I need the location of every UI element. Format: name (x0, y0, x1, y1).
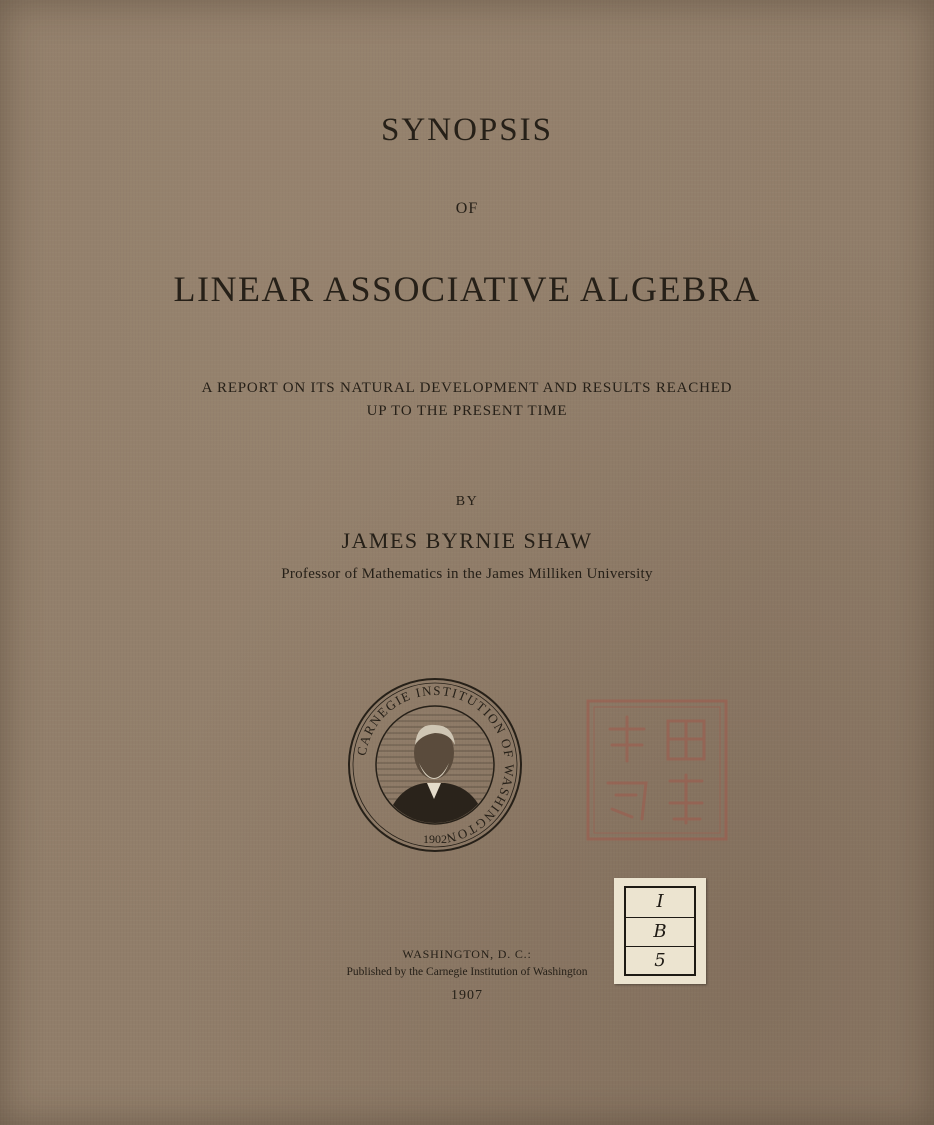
cover-subtitle: LINEAR ASSOCIATIVE ALGEBRA (173, 269, 761, 309)
shelf-label-line: 5 (654, 950, 666, 972)
publication-year: 1907 (451, 988, 483, 1003)
report-line-2: UP TO THE PRESENT TIME (366, 403, 568, 419)
shelf-label-line: I (626, 888, 694, 918)
author-affiliation: Professor of Mathematics in the James Milliken University (281, 566, 653, 582)
cover-of: OF (455, 200, 479, 217)
carnegie-seal-icon (345, 675, 525, 855)
report-line-1: A REPORT ON ITS NATURAL DEVELOPMENT AND RESULTS REACHED (201, 380, 733, 396)
library-stamp-icon (582, 695, 732, 845)
author-name: JAMES BYRNIE SHAW (341, 528, 593, 553)
by-line: BY (455, 494, 479, 509)
seal-ring-text: CARNEGIE INSTITUTION OF WASHINGTON (353, 682, 518, 847)
publisher-line: Published by the Carnegie Institution of Washington (346, 966, 588, 978)
cover-title: SYNOPSIS (381, 112, 553, 148)
shelf-label-line: B (626, 918, 694, 948)
seal-year: 1902 (423, 832, 447, 846)
publication-place: WASHINGTON, D. C.: (402, 947, 532, 961)
shelf-label-frame (624, 886, 696, 976)
